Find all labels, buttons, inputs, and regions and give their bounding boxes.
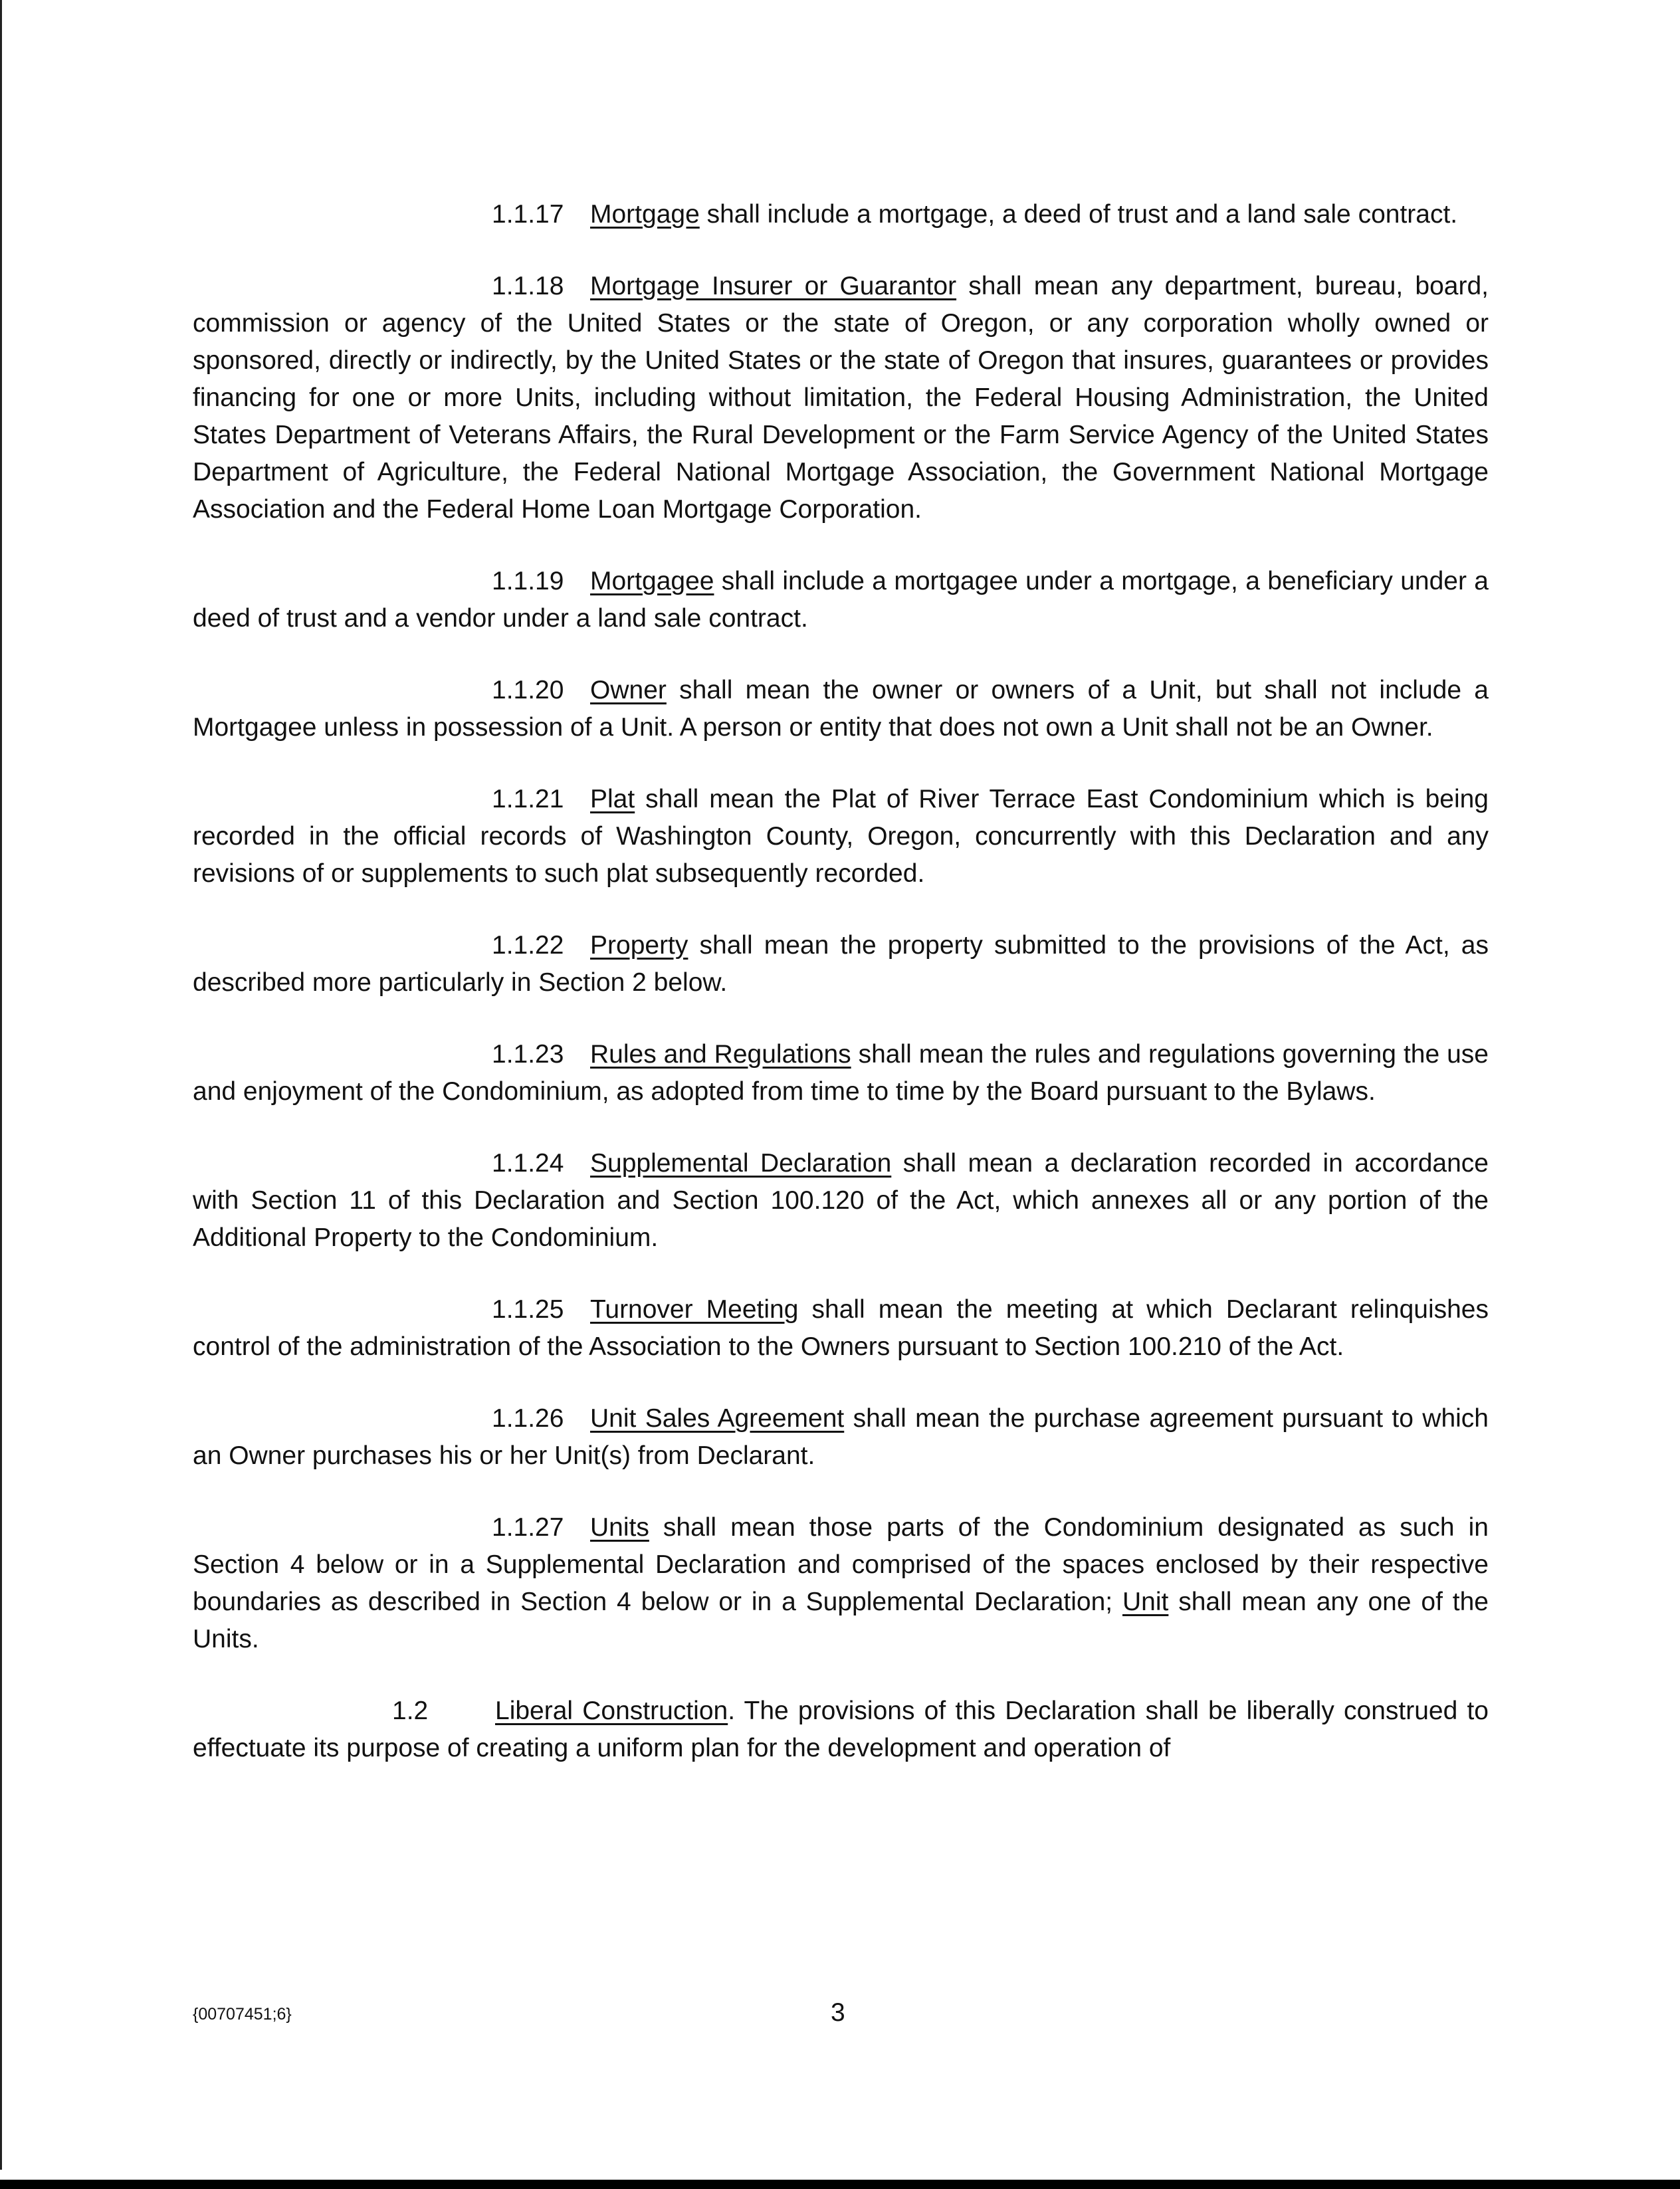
defined-term: Turnover Meeting (590, 1295, 799, 1324)
definition-text: shall mean the owner or owners of a Unit, but shall not include a Mortgagee unless in possession of a Unit. A person or entity that does not own a Unit shall not be an Owner. (193, 676, 1489, 742)
defined-term: Unit Sales Agreement (590, 1404, 845, 1433)
page-bottom-edge-bar (0, 2180, 1680, 2189)
definition-text: shall mean the purchase agreement pursuant to which an Owner purchases his or her Unit(s) from Declarant. (193, 1404, 1489, 1470)
definition-text: shall include a mortgage, a deed of trust and a land sale contract. (699, 200, 1458, 229)
section-number: 1.1.19 (492, 567, 564, 595)
page-number: 3 (831, 1998, 845, 2027)
defined-term: Supplemental Declaration (590, 1149, 892, 1178)
section-text: . The provisions of this Declaration shall be liberally construed to effectuate its purpose of creating a uniform plan for the development and operation of (193, 1697, 1489, 1762)
definition-1-1-17 (193, 196, 1489, 233)
defined-term: Mortgage Insurer or Guarantor (590, 272, 957, 300)
document-code: {00707451;6} (193, 2005, 292, 2024)
section-number: 1.1.18 (492, 272, 564, 300)
definition-text: shall mean the meeting at which Declarant relinquishes control of the administration of the Association to the Owners pursuant to Section 100.210 of the Act. (193, 1295, 1489, 1361)
section-number: 1.1.17 (492, 200, 564, 229)
section-number: 1.1.21 (492, 785, 564, 813)
definition-1-1-26 (193, 1400, 1489, 1475)
defined-term: Mortgage (590, 200, 700, 229)
section-number: 1.2 (392, 1697, 429, 1725)
definition-1-1-23 (193, 1036, 1489, 1110)
document-body (193, 196, 1489, 1802)
definition-1-1-20 (193, 672, 1489, 746)
defined-term: Units (590, 1513, 649, 1542)
section-number: 1.1.24 (492, 1149, 564, 1178)
definition-1-1-27 (193, 1509, 1489, 1658)
definition-1-1-21 (193, 781, 1489, 892)
definition-1-1-22 (193, 927, 1489, 1001)
definition-text: shall mean the rules and regulations governing the use and enjoyment of the Condominium, as adopted from time to time by the Board pursuant to the Bylaws. (193, 1040, 1489, 1106)
definition-text: shall mean those parts of the Condominium designated as such in Section 4 below or in a Supplemental Declaration and comprised of the spaces enclosed by their respective boundaries as described in Section 4 below or in a Supplemental Declaration; (193, 1513, 1489, 1616)
definition-1-1-18 (193, 268, 1489, 528)
page-left-edge-line (0, 0, 2, 2170)
definition-text: shall mean any department, bureau, board, commission or agency of the United States or the state of Oregon, or any corporation wholly owned or sponsored, directly or indirectly, by the United States or the state of Oregon that insures, guarantees or provides financing for one or more Units, including without limitation, the Federal Housing Administration, the United States Department of Veterans Affairs, the Rural Development or the Farm Service Agency of the United States Department of Agriculture, the Federal National Mortgage Association, the Government National Mortgage Association and the Federal Home Loan Mortgage Corporation. (193, 272, 1489, 524)
section-number: 1.1.23 (492, 1040, 564, 1069)
definition-text: shall mean any one of the Units. (193, 1588, 1489, 1653)
defined-term: Plat (590, 785, 635, 813)
section-number: 1.1.25 (492, 1295, 564, 1324)
defined-term: Owner (590, 676, 667, 704)
defined-term: Unit (1122, 1588, 1169, 1616)
defined-term: Mortgagee (590, 567, 714, 595)
section-number: 1.1.27 (492, 1513, 564, 1542)
section-number: 1.1.20 (492, 676, 564, 704)
definition-text: shall include a mortgagee under a mortgage, a beneficiary under a deed of trust and a vendor under a land sale contract. (193, 567, 1489, 633)
definition-1-1-24 (193, 1145, 1489, 1257)
section-number: 1.1.22 (492, 931, 564, 960)
definition-text: shall mean the property submitted to the provisions of the Act, as described more particularly in Section 2 below. (193, 931, 1489, 997)
definition-1-1-19 (193, 563, 1489, 637)
section-1-2-liberal-construction (193, 1693, 1489, 1767)
section-heading: Liberal Construction (495, 1697, 728, 1725)
section-number: 1.1.26 (492, 1404, 564, 1433)
definition-text: shall mean the Plat of River Terrace East Condominium which is being recorded in the official records of Washington County, Oregon, concurrently with this Declaration and any revisions of or supplements to such plat subsequently recorded. (193, 785, 1489, 888)
defined-term: Property (590, 931, 688, 960)
defined-term: Rules and Regulations (590, 1040, 851, 1069)
definition-text: shall mean a declaration recorded in accordance with Section 11 of this Declaration and Section 100.120 of the Act, which annexes all or any portion of the Additional Property to the Condominium. (193, 1149, 1489, 1252)
definition-1-1-25 (193, 1291, 1489, 1366)
